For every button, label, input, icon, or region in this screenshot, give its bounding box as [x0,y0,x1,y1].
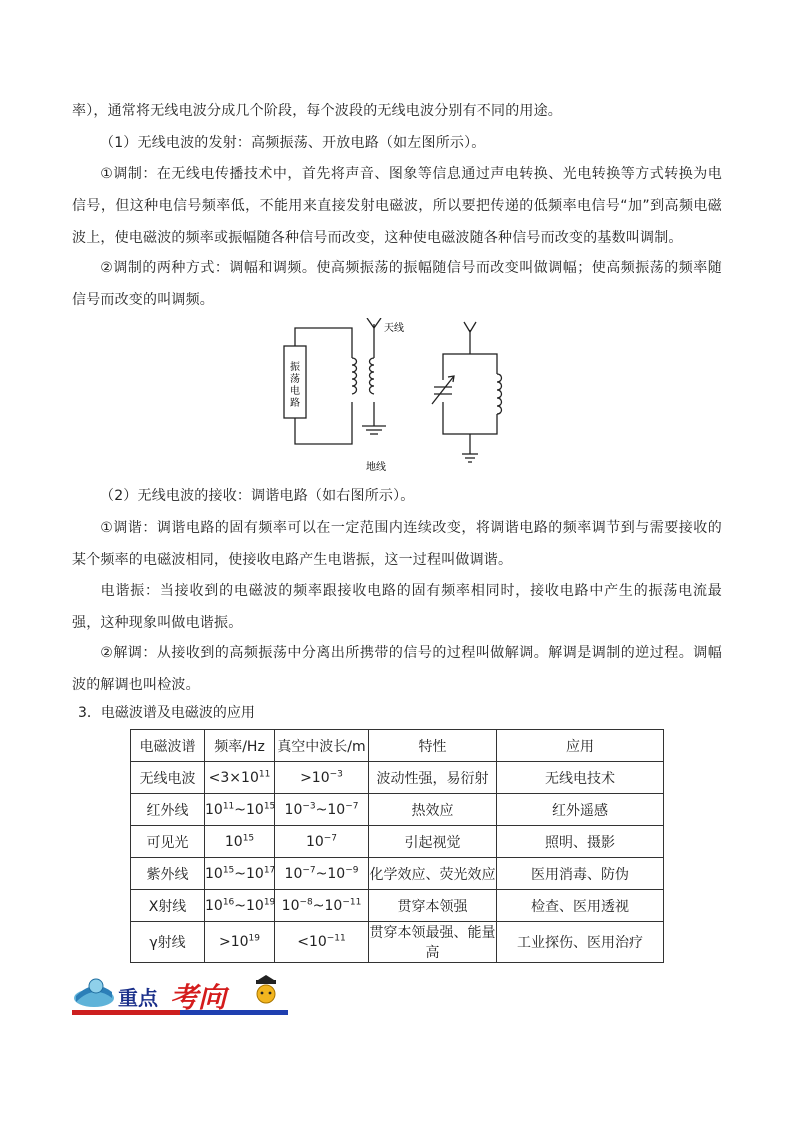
table-header: 真空中波长/m [275,730,369,762]
table-row [131,922,664,963]
paragraph-5 [72,480,722,512]
paragraph-2 [72,127,722,159]
table-row [131,826,664,858]
oscillator-loop-wire [295,328,352,358]
frequency-cell: $10^{15}\sim 10^{17}$ [205,858,275,890]
paragraph-6 [72,512,722,576]
property-cell: 波动性强，易衍射 [369,762,497,794]
secondary-coil [370,358,375,394]
paragraph-3-text: ①调制：在无线电传播技术中，首先将声音、图象等信息通过声电转换、光电转换等方式转换为电信号，但这种电信号频率低，不能用来直接发射电磁波，所以要把传递的低频率电信号“加”到高频电磁波上，使电磁波的频率或振幅随各种信号而改变，这种使电磁波随各种信号而改变的基数叫调制。 [72,166,722,246]
oscillator-label-2: 荡 [290,374,300,385]
wavelength-cell: $10^{-7}\sim 10^{-9}$ [275,858,369,890]
wavelength-cell: $<10^{-11}$ [275,922,369,963]
band-name-cell: 紫外线 [131,858,205,890]
band-name-cell: 红外线 [131,794,205,826]
property-cell: 贯穿本领强 [369,890,497,922]
oscillator-label-4: 路 [290,398,300,409]
frequency-cell: $>10^{19}$ [205,922,275,963]
primary-coil [352,358,357,394]
application-cell: 红外遥感 [497,794,664,826]
band-name-cell: γ射线 [131,922,205,963]
paragraph-7-text: 电谐振：当接收到的电磁波的频率跟接收电路的固有频率相同时，接收电路中产生的振荡电流最强，这种现象叫做电谐振。 [72,583,722,631]
wavelength-cell: $>10^{-3}$ [275,762,369,794]
frequency-cell: $10^{16}\sim 10^{19}$ [205,890,275,922]
banner-graphic [72,970,288,1018]
antenna-label: 天线 [384,323,404,334]
table-header: 特性 [369,730,497,762]
table-row [131,858,664,890]
property-cell: 热效应 [369,794,497,826]
application-cell: 工业探伤、医用治疗 [497,922,664,963]
graduate-mascot-icon [256,975,276,1003]
property-cell: 化学效应、荧光效应 [369,858,497,890]
property-cell: 引起视觉 [369,826,497,858]
application-cell: 医用消毒、防伪 [497,858,664,890]
band-name-cell: X射线 [131,890,205,922]
banner-bar-red [72,1010,180,1015]
banner-text-a: 重点 [118,986,158,1010]
paragraph-6-text: ①调谐：调谐电路的固有频率可以在一定范围内连续改变，将调谐电路的频率调节到与需要接收的某个频率的电磁波相同，使接收电路产生电谐振，这一过程叫做调谐。 [72,520,722,568]
key-points-banner [72,970,288,1018]
oscillator-label-3: 电 [290,386,300,397]
table-header: 频率/Hz [205,730,275,762]
paragraph-4-text: ②调制的两种方式：调幅和调频。使高频振荡的振幅随信号而改变叫做调幅；使高频振荡的频率随信号而改变的叫调频。 [72,260,722,308]
paragraph-3 [72,158,722,254]
radio-circuit-figure [280,318,520,478]
application-cell: 照明、摄影 [497,826,664,858]
paragraph-1: 率），通常将无线电波分成几个阶段，每个波段的无线电波分别有不同的用途。 [72,103,562,119]
property-cell: 贯穿本领最强、能量高 [369,922,497,963]
table-row [131,762,664,794]
table-row [131,794,664,826]
paragraph-8-text: ②解调：从接收到的高频振荡中分离出所携带的信号的过程叫做解调。解调是调制的逆过程。调幅波的解调也叫检波。 [72,645,722,693]
frequency-cell: $10^{11}\sim 10^{15}$ [205,794,275,826]
table-header: 应用 [497,730,664,762]
table-header: 电磁波谱 [131,730,205,762]
oscillator-label-1: 振 [290,362,300,373]
banner-text-b: 考向 [170,981,227,1014]
wavelength-cell: $10^{-7}$ [275,826,369,858]
paragraph-7 [72,575,722,639]
application-cell: 检查、医用透视 [497,890,664,922]
paragraph-2-text: （1）无线电波的发射：高频振荡、开放电路（如左图所示）。 [100,135,486,151]
paragraph-4 [72,252,722,316]
ground-label: 地线 [366,462,386,473]
frequency-cell: $<3\times 10^{11}$ [205,762,275,794]
wavelength-cell: $10^{-8}\sim 10^{-11}$ [275,890,369,922]
table-row [131,890,664,922]
band-name-cell: 可见光 [131,826,205,858]
application-cell: 无线电技术 [497,762,664,794]
table-header-row [131,730,664,762]
paragraph-8 [72,637,722,701]
em-spectrum-table [130,729,664,963]
wavelength-cell: $10^{-3}\sim 10^{-7}$ [275,794,369,826]
book-icon [74,979,114,1007]
oscillator-loop-wire-bottom [295,402,352,444]
paragraph-5-text: （2）无线电波的接收：调谐电路（如右图所示）。 [100,488,415,504]
band-name-cell: 无线电波 [131,762,205,794]
section-3-title: 3．电磁波谱及电磁波的应用 [78,705,255,721]
frequency-cell: $10^{15}$ [205,826,275,858]
